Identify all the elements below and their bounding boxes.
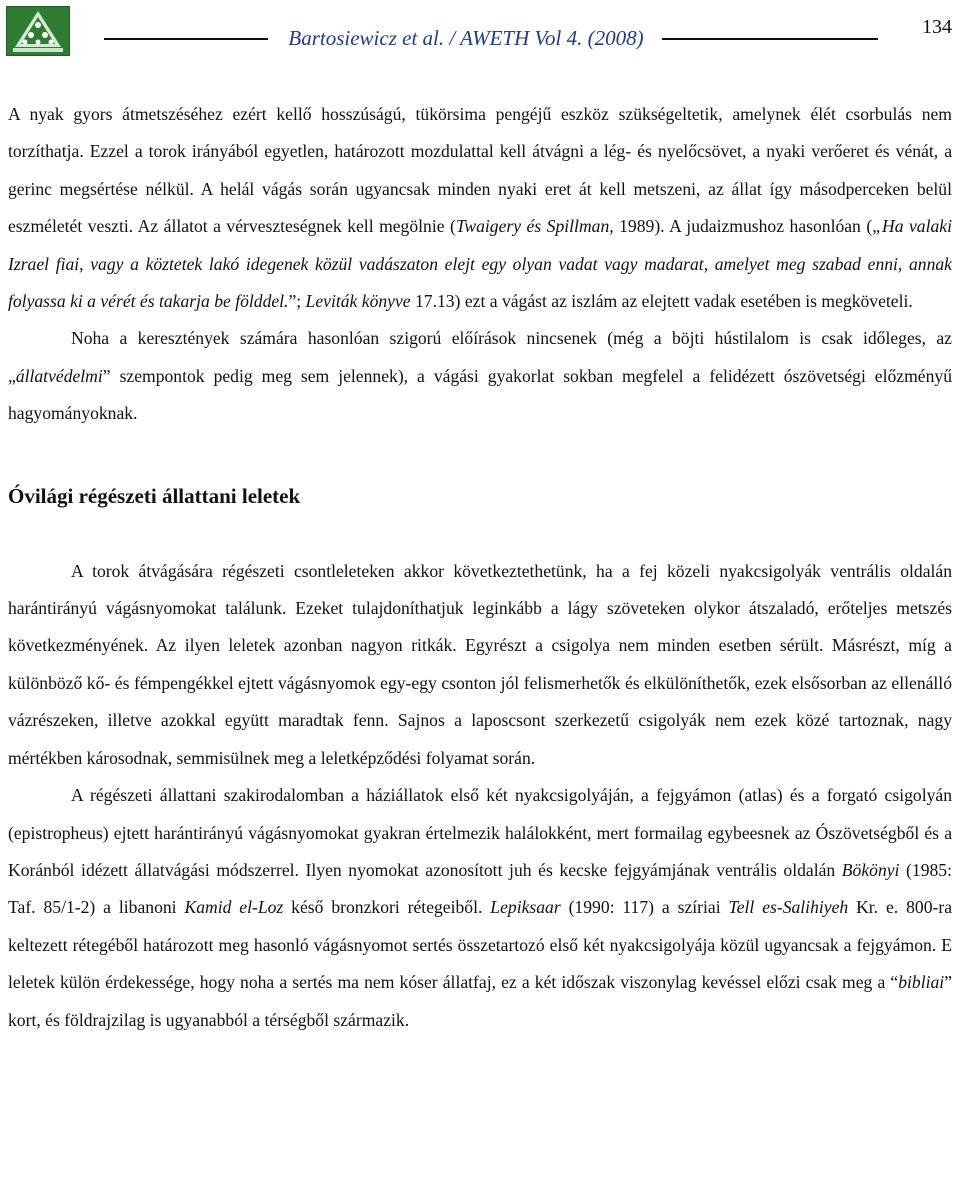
site-tell-es-salihiyeh: Tell es-Salihiyeh xyxy=(728,897,849,918)
paragraph-1-text-a: A nyak gyors átmetszéséhez ezért kellő hosszúságú, tükörsima pengéjű eszköz szükségeltetik, amelynek élét csorbulás nem torzíthatja. Ezzel a torok irányából egyetlen, határozott mozdulattal kell átvágni a lég- és nyelőcsövet, a nyaki verőeret és vénát, a gerinc megsértése nélkül. A helál vágás során ugyancsak minden nyaki eret át kell metszeni, az állat így másodperceken belül eszméletét veszti. Az állatot a vérveszteségnek kell megölnie ( xyxy=(8,104,952,237)
page-number: 134 xyxy=(922,16,952,38)
paragraph-4 xyxy=(8,777,952,1039)
citation-levitak: Leviták könyve xyxy=(305,291,411,312)
section-heading: Óvilági régészeti állattani leletek xyxy=(8,483,301,508)
scripture-quote: „Ha valaki Izrael fiai, vagy a köztetek lakó idegenek közül vadászaton elejt egy olyan vadat vagy madarat, amelyet meg szabad enni, annak folyassa ki a vérét és takarja be földdel. xyxy=(8,216,952,312)
site-kamid-el-loz: Kamid el-Loz xyxy=(184,897,284,918)
header-rule-right xyxy=(662,38,878,40)
journal-logo-icon xyxy=(6,6,70,56)
running-title: Bartosiewicz et al. / AWETH Vol 4. (2008) xyxy=(288,26,644,50)
page-header xyxy=(0,0,960,64)
paragraph-4-text-e: Kr. e. 800-ra keltezett rétegéből határozott meg hasonló vágásnyomot sertés összetartozó első két nyakcsigolyája közül ugyancsak a fejgyámon. E leletek külön érdekessége, hogy noha a sertés ma nem kóser állatfaj, ez a két időszak viszonylag kevéssel előzi csak meg a “ xyxy=(8,897,953,993)
paragraph-2-text-a: Noha a keresztények számára hasonlóan szigorú előírások nincsenek (még a böjti hústilalom is csak időleges, az „ xyxy=(8,328,952,386)
paragraph-4-text-a: A régészeti állattani szakirodalomban a háziállatok első két nyakcsigolyáján, a fejgyámon (atlas) és a forgató csigolyán (epistropheus) ejtett harántirányú vágásnyomokat gyakran értelmezik halálokként, mert formailag egybeesnek az Ószövetségből és a Koránból idézett állatvágási módszerrel. Ilyen nyomokat azonosított juh és kecske fejgyámjának ventrális oldalán xyxy=(8,785,952,880)
paragraph-4-text-b: (1985: Taf. 85/1-2) a libanoni xyxy=(8,859,952,918)
article-body xyxy=(8,96,952,1039)
citation-bokonyi: Bökönyi xyxy=(841,859,900,880)
paragraph-2 xyxy=(8,320,952,432)
paragraph-4-text-d: (1990: 117) a szíriai xyxy=(560,897,729,918)
paragraph-1-text-d: 17.13) ezt a vágást az iszlám az elejtett vadak esetében is megköveteli. xyxy=(410,291,913,312)
emphasis-bibliai: bibliai xyxy=(898,972,945,993)
citation-twaigery: Twaigery és Spillman, xyxy=(455,216,614,237)
paragraph-2-text-b: ” szempontok pedig meg sem jelennek), a vágási gyakorlat sokban megfelel a felidézett ószövetségi előzményű hagyományoknak. xyxy=(8,365,952,424)
paragraph-1-text-b: 1989). A judaizmushoz hasonlóan ( xyxy=(613,216,873,237)
paragraph-1-text-c: ”; xyxy=(288,291,306,312)
paragraph-4-text-c: késő bronzkori rétegeiből. xyxy=(283,897,491,918)
paragraph-3: A torok átvágására régészeti csontleleteken akkor következtethetünk, ha a fej közeli nyakcsigolyák ventrális oldalán harántirányú vágásnyomokat találunk. Ezeket tulajdoníthatjuk leginkább a lágy szöveteken olykor átszaladó, erőteljes metszés következményének. Az ilyen leletek azonban nagyon ritkák. Egyrészt a csigolya nem minden esetben sérült. Másrészt, míg a különböző kő- és fémpengékkel ejtett vágásnyomok egy-egy csonton jól felismerhetők és elkülöníthetők, ezek elsősorban az ellenálló vázrészeken, illetve azokkal együtt maradtak fenn. Sajnos a laposcsont szerkezetű csigolyák nem ezek közé tartoznak, nagy mértékben károsodnak, semmisülnek meg a leletképződési folyamat során. xyxy=(8,560,952,768)
header-rule-left xyxy=(104,38,268,40)
emphasis-allatvedelmi: állatvédelmi xyxy=(15,365,103,386)
paragraph-4-text-f: ” kort, és földrajzilag is ugyanabból a térségből származik. xyxy=(8,972,952,1030)
citation-lepiksaar: Lepiksaar xyxy=(490,897,561,918)
paragraph-1 xyxy=(8,96,952,320)
